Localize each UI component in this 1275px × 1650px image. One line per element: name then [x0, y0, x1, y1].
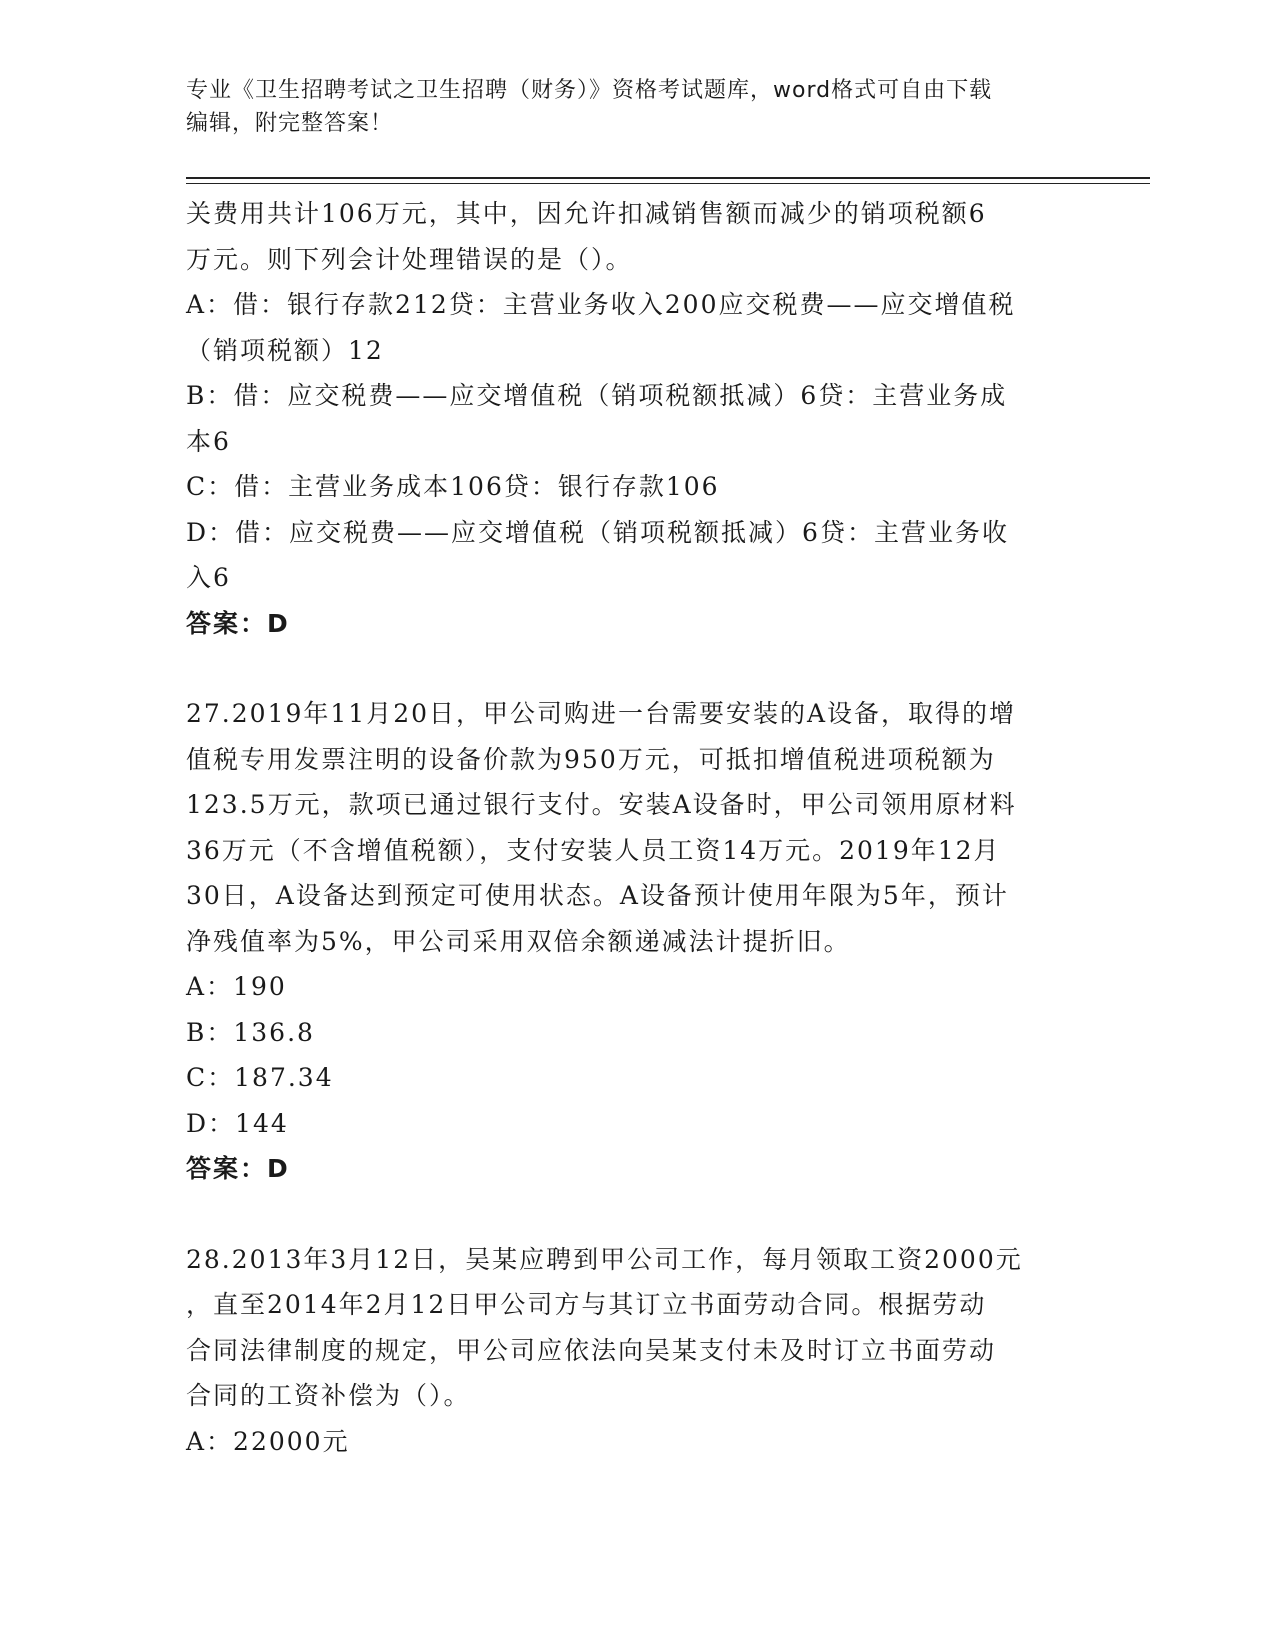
question-27	[186, 691, 1086, 1192]
option-a: A：借：银行存款212贷：主营业务收入200应交税费——应交增值税	[186, 290, 1016, 319]
answer-label: 答案：D	[186, 608, 290, 638]
header-line-2: 编辑，附完整答案！	[186, 111, 394, 136]
question-28	[186, 1237, 1086, 1465]
header-rule-thin	[186, 183, 1150, 184]
answer-label: 答案：D	[186, 1154, 290, 1183]
header-line-1: 专业《卫生招聘考试之卫生招聘（财务）》资格考试题库，word格式可自由下载	[186, 78, 993, 103]
question-stem-line: 30日，A设备达到预定可使用状态。A设备预计使用年限为5年，预计	[186, 881, 1009, 910]
option-d-continued: 入6	[186, 563, 231, 592]
question-stem-line: 合同法律制度的规定，甲公司应依法向吴某支付未及时订立书面劳动	[186, 1335, 997, 1365]
option-a-continued: （销项税额）12	[186, 335, 384, 365]
page-header	[186, 74, 1066, 140]
option-a: A：190	[186, 972, 287, 1001]
option-c: C：187.34	[186, 1063, 334, 1092]
question-stem-line: 净残值率为5%，甲公司采用双倍余额递减法计提折旧。	[186, 926, 851, 956]
document-content	[186, 191, 1086, 1464]
header-rule-thick	[186, 177, 1150, 179]
option-d: D：144	[186, 1108, 289, 1138]
question-stem-line: 值税专用发票注明的设备价款为950万元，可抵扣增值税进项税额为	[186, 744, 996, 774]
question-stem-line: 关费用共计106万元，其中，因允许扣减销售额而减少的销项税额6	[186, 199, 987, 228]
option-c: C：借：主营业务成本106贷：银行存款106	[186, 472, 720, 501]
spacer	[186, 646, 1086, 691]
spacer	[186, 1192, 1086, 1237]
question-stem-line: 万元。则下列会计处理错误的是（）。	[186, 244, 633, 274]
question-stem-line: ，直至2014年2月12日甲公司方与其订立书面劳动合同。根据劳动	[186, 1290, 987, 1319]
option-d: D：借：应交税费——应交增值税（销项税额抵减）6贷：主营业务收	[186, 517, 1009, 547]
question-stem-line: 27.2019年11月20日，甲公司购进一台需要安装的A设备，取得的增	[186, 699, 1017, 728]
question-stem-line: 合同的工资补偿为（）。	[186, 1381, 471, 1410]
option-b: B：136.8	[186, 1017, 315, 1047]
option-b-continued: 本6	[186, 426, 231, 456]
question-stem-line: 28.2013年3月12日，吴某应聘到甲公司工作，每月领取工资2000元	[186, 1244, 1023, 1274]
question-stem-line: 36万元（不含增值税额），支付安装人员工资14万元。2019年12月	[186, 835, 1001, 865]
question-stem-line: 123.5万元，款项已通过银行支付。安装A设备时，甲公司领用原材料	[186, 790, 1017, 819]
question-26	[186, 191, 1086, 646]
option-b: B：借：应交税费——应交增值税（销项税额抵减）6贷：主营业务成	[186, 381, 1008, 410]
option-a: A：22000元	[186, 1426, 350, 1456]
